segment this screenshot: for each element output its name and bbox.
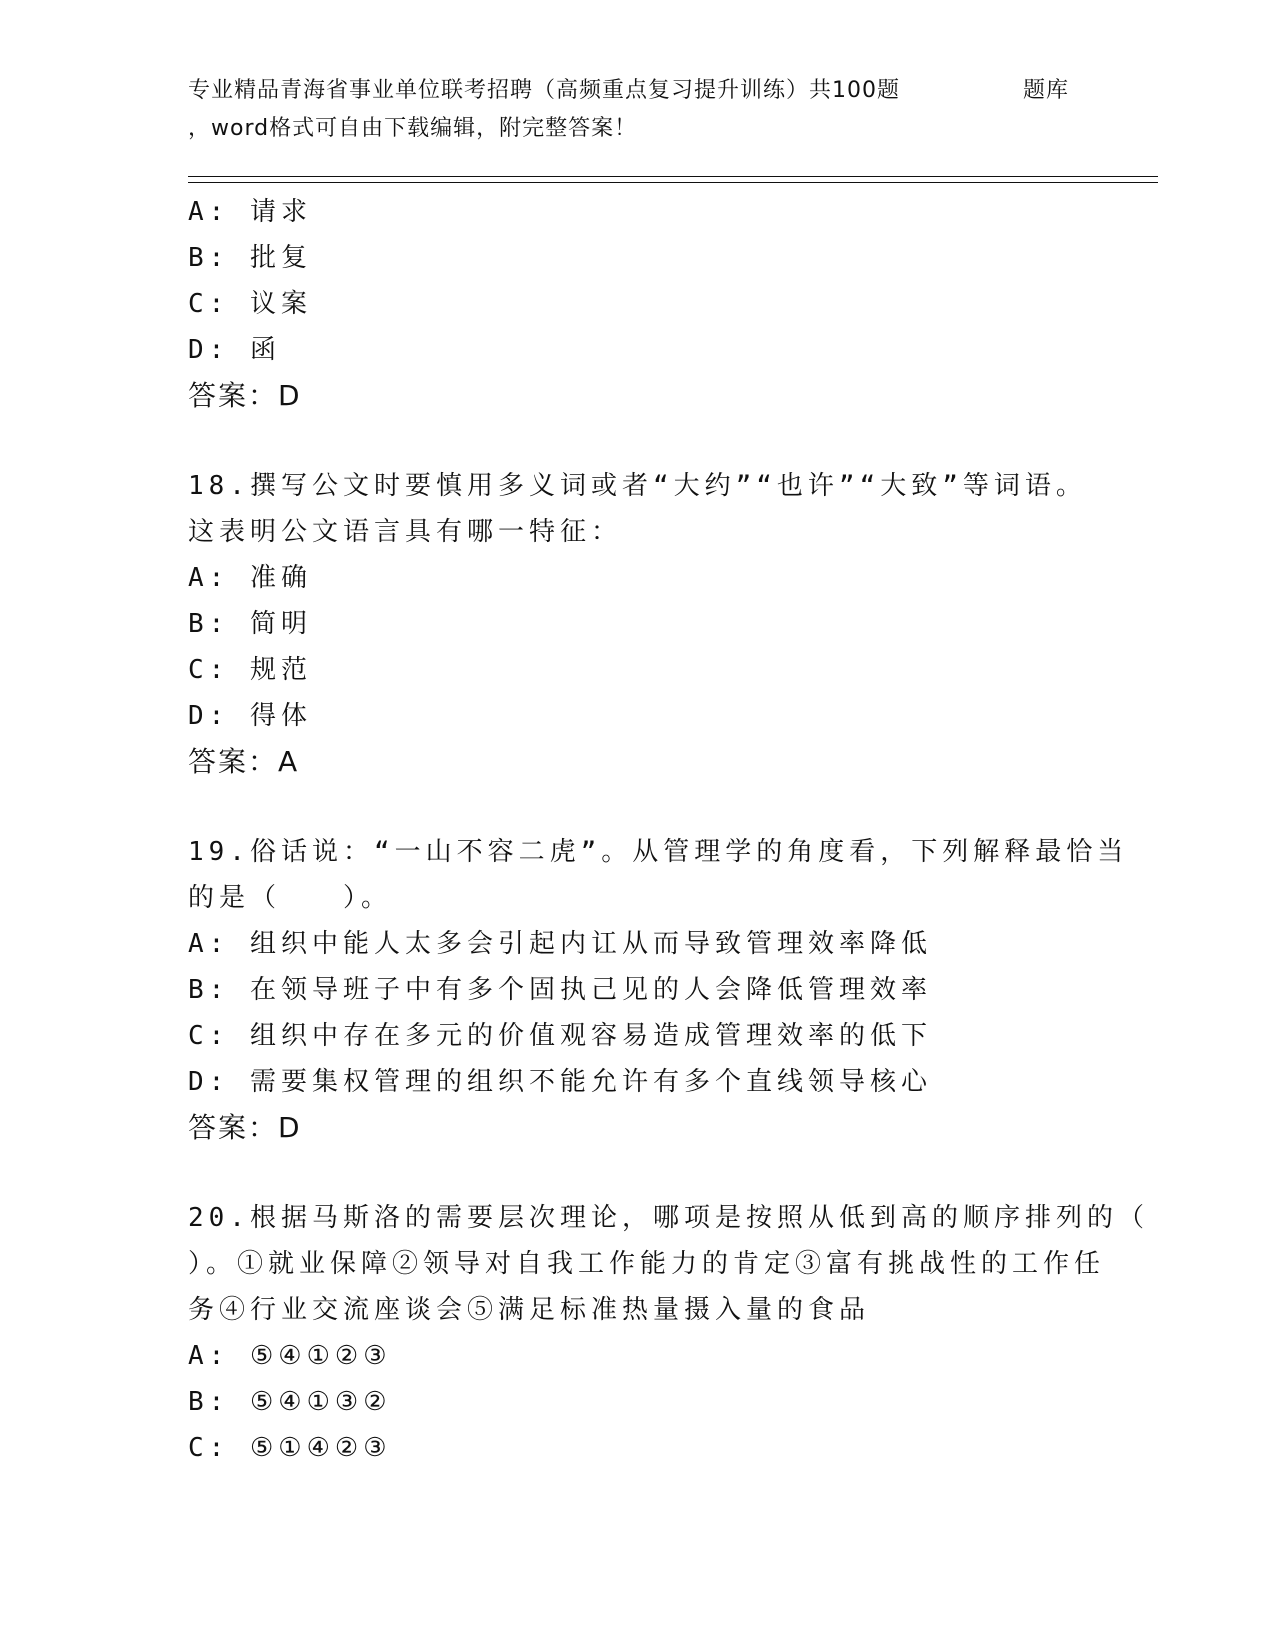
question-text: 的是（ ）。 xyxy=(188,883,393,913)
header-line-1 xyxy=(188,72,1088,110)
header-rule-thick xyxy=(188,176,1158,177)
page-header xyxy=(188,72,1088,148)
question-text: 这表明公文语言具有哪一特征： xyxy=(188,517,623,547)
question-text: ）。①就业保障②领导对自我工作能力的肯定③富有挑战性的工作任 xyxy=(188,1249,1106,1279)
option-c: C: 组织中存在多元的价值观容易造成管理效率的低下 xyxy=(188,1021,932,1051)
question-19 xyxy=(188,829,1129,1151)
option-c: C: 规范 xyxy=(188,655,312,685)
option-a: A: ⑤④①②③ xyxy=(188,1341,392,1371)
answer: 答案：A xyxy=(188,745,300,778)
option-d: D: 得体 xyxy=(188,701,312,731)
answer: 答案：D xyxy=(188,1111,302,1144)
option-d: D: 函 xyxy=(188,335,281,365)
header-line-2: ，word格式可自由下载编辑，附完整答案！ xyxy=(188,116,638,141)
question-text: 20.根据马斯洛的需要层次理论，哪项是按照从低到高的顺序排列的（ xyxy=(188,1203,1149,1233)
option-c: C: 议案 xyxy=(188,289,312,319)
option-a: A: 请求 xyxy=(188,197,312,227)
answer: 答案：D xyxy=(188,379,302,412)
question-text: 18.撰写公文时要慎用多义词或者“大约”“也许”“大致”等词语。 xyxy=(188,471,1087,501)
question-text: 19.俗话说：“一山不容二虎”。从管理学的角度看，下列解释最恰当 xyxy=(188,837,1129,867)
question-18 xyxy=(188,463,1088,785)
option-b: B: ⑤④①③② xyxy=(188,1387,392,1417)
option-b: B: 在领导班子中有多个固执己见的人会降低管理效率 xyxy=(188,975,932,1005)
header-title: 专业精品青海省事业单位联考招聘（高频重点复习提升训练）共100题 xyxy=(188,78,900,103)
option-a: A: 组织中能人太多会引起内讧从而导致管理效率降低 xyxy=(188,929,932,959)
option-b: B: 简明 xyxy=(188,609,312,639)
header-rule-thin xyxy=(188,182,1158,183)
document-body xyxy=(188,189,1149,1471)
header-tag: 题库 xyxy=(1023,78,1070,103)
option-d: D: 需要集权管理的组织不能允许有多个直线领导核心 xyxy=(188,1067,932,1097)
question-20 xyxy=(188,1195,1149,1471)
option-b: B: 批复 xyxy=(188,243,312,273)
option-a: A: 准确 xyxy=(188,563,312,593)
question-text: 务④行业交流座谈会⑤满足标准热量摄入量的食品 xyxy=(188,1295,871,1325)
question-17-tail xyxy=(188,189,1088,419)
option-c: C: ⑤①④②③ xyxy=(188,1433,392,1463)
